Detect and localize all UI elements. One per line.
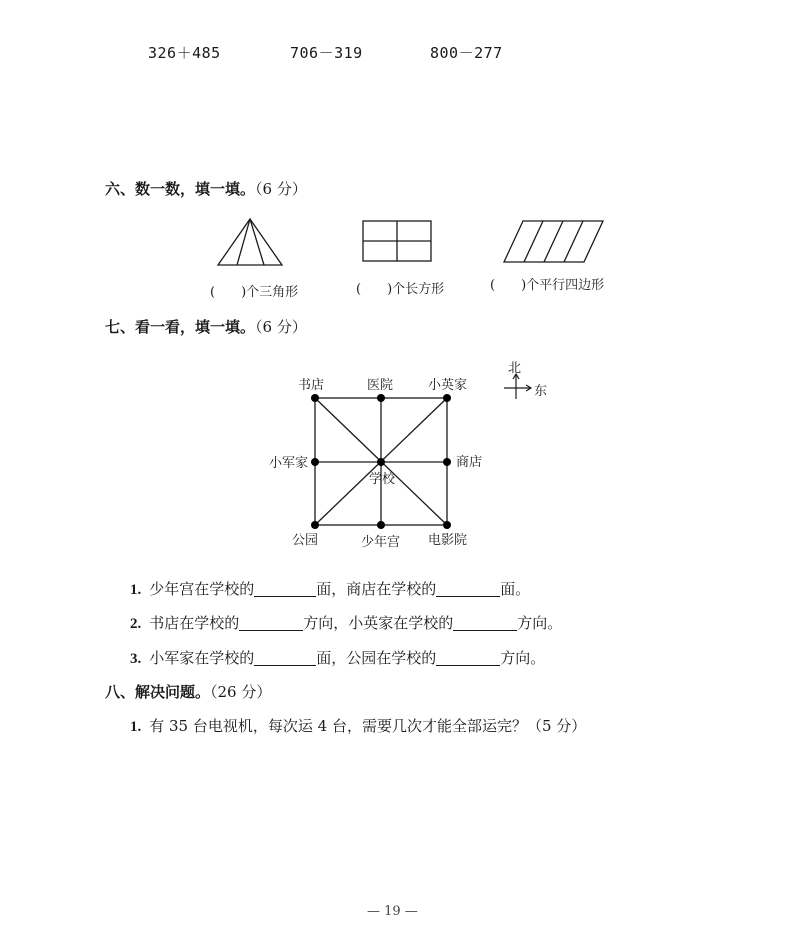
triangle-count-text: 个三角形 (246, 285, 299, 300)
school-dot (377, 458, 385, 466)
question-number: 1. (130, 582, 142, 598)
rectangle-count-label (356, 278, 444, 297)
section-6-points: （6 分） (255, 180, 307, 198)
section-6-title: 六、数一数，填一填。 (105, 180, 256, 198)
direction-map (0, 350, 800, 560)
youth-palace-label: 少年宫 (361, 535, 401, 550)
compass-icon (504, 374, 531, 399)
park-dot (311, 521, 319, 529)
section-8-points: （26 分） (210, 683, 272, 701)
triangle-count-blank[interactable]: ( ) (210, 285, 247, 300)
answer-blank[interactable] (239, 614, 303, 631)
question-number: 2. (130, 616, 142, 632)
section-7-heading (105, 316, 307, 337)
parallelogram-figure-icon (504, 221, 603, 262)
question-text: 方向，小英家在学校的 (303, 614, 454, 632)
question-text: 方向。 (500, 649, 546, 667)
youth-palace-dot (377, 521, 385, 529)
question-text: 面。 (500, 580, 531, 598)
xiaojun-home-label: 小军家 (269, 456, 309, 471)
rectangle-count-blank[interactable]: ( ) (356, 282, 393, 297)
triangle-figure-icon (218, 219, 282, 265)
calculation-3: 800－277 (430, 44, 503, 62)
section-7-question-3 (130, 647, 545, 668)
hospital-dot (377, 394, 385, 402)
cinema-dot (443, 521, 451, 529)
bookstore-dot (311, 394, 319, 402)
park-label: 公园 (292, 533, 319, 548)
question-text: 书店在学校的 (149, 614, 240, 632)
question-text: 方向。 (517, 614, 563, 632)
compass-north-label: 北 (508, 361, 522, 376)
problem-text: 有 35 台电视机，每次运 4 台，需要几次才能全部运完？（5 分） (149, 717, 587, 735)
rectangle-count-text: 个长方形 (392, 282, 445, 297)
school-label: 学校 (369, 472, 396, 487)
parallelogram-count-text: 个平行四边形 (526, 278, 605, 293)
section-8-title: 八、解决问题。 (105, 683, 211, 701)
triangle-count-label (210, 281, 298, 300)
question-text: 面，公园在学校的 (316, 649, 437, 667)
question-number: 3. (130, 651, 142, 667)
answer-blank[interactable] (254, 580, 316, 597)
section-7-question-2 (130, 612, 562, 633)
shop-label: 商店 (456, 455, 483, 470)
page-number: — 19 — (367, 904, 418, 919)
bookstore-label: 书店 (298, 378, 325, 393)
calculation-1: 326＋485 (148, 44, 221, 62)
answer-blank[interactable] (436, 580, 500, 597)
xiaoying-home-dot (443, 394, 451, 402)
question-text: 面，商店在学校的 (316, 580, 437, 598)
section-7-points: （6 分） (255, 318, 307, 336)
question-text: 少年宫在学校的 (149, 580, 255, 598)
parallelogram-count-label (490, 274, 604, 293)
section-7-question-1 (130, 578, 530, 599)
parallelogram-count-blank[interactable]: ( ) (490, 278, 527, 293)
answer-blank[interactable] (453, 614, 517, 631)
rectangle-grid-icon (363, 221, 431, 261)
section-7-title: 七、看一看，填一填。 (105, 318, 256, 336)
section-6-figures (0, 0, 800, 300)
shop-dot (443, 458, 451, 466)
section-8-problem-1 (130, 715, 586, 736)
calculation-2: 706－319 (290, 44, 363, 62)
cinema-label: 电影院 (428, 533, 468, 548)
answer-blank[interactable] (254, 649, 316, 666)
section-8-heading (105, 681, 271, 702)
problem-number: 1. (130, 719, 142, 735)
xiaojun-home-dot (311, 458, 319, 466)
answer-blank[interactable] (436, 649, 500, 666)
compass-east-label: 东 (534, 384, 548, 399)
hospital-label: 医院 (367, 378, 394, 393)
question-text: 小军家在学校的 (149, 649, 255, 667)
xiaoying-home-label: 小英家 (428, 378, 468, 393)
